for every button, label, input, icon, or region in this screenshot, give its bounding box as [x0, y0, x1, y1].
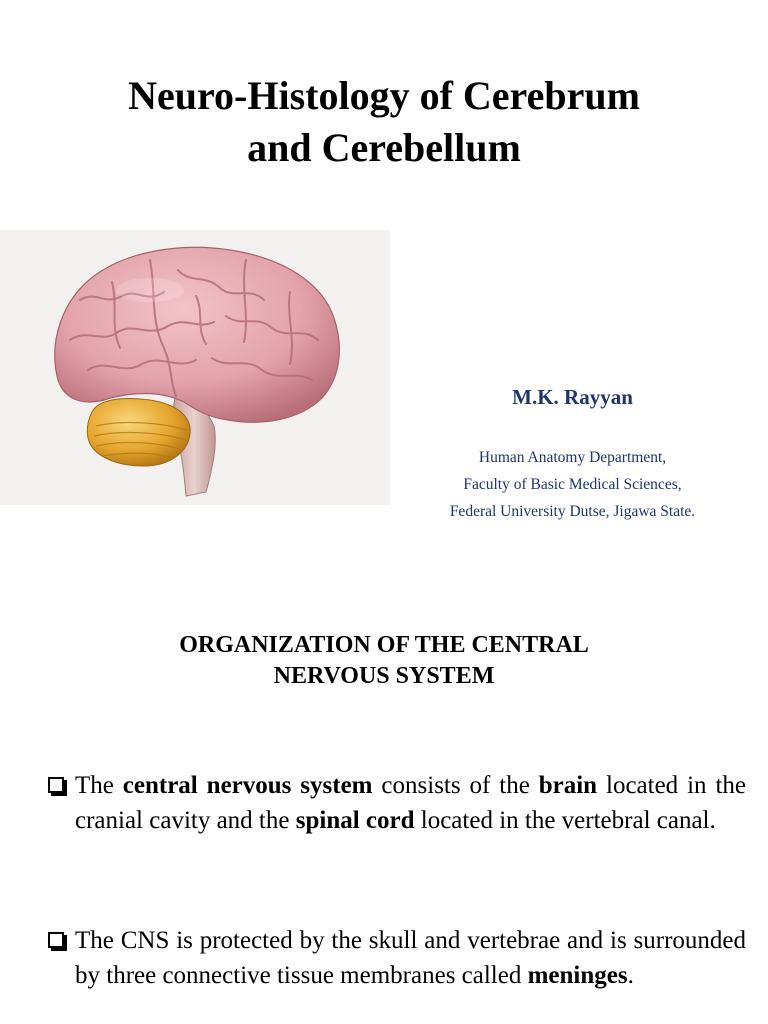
bold-term: meninges	[527, 962, 628, 989]
slide-title	[0, 70, 768, 174]
section-heading	[0, 630, 768, 692]
bullet-text	[48, 768, 746, 838]
bullet-item	[48, 923, 746, 993]
text-run: consists of the	[372, 772, 539, 799]
affiliation-line: Human Anatomy Department,	[478, 449, 667, 466]
bold-term: central nervous system	[122, 772, 373, 799]
author-name: M.K. Rayyan	[512, 385, 633, 409]
bullet-text	[48, 923, 746, 993]
cerebrum-shape	[55, 247, 340, 422]
bold-term: brain	[538, 772, 598, 799]
text-run: located in the vertebral canal.	[414, 807, 716, 834]
title-line-1: Neuro-Histology of Cerebrum	[128, 73, 640, 118]
text-run: located in the cranial cavity and the	[75, 772, 746, 834]
brain-illustration-icon	[0, 230, 390, 505]
text-run: The	[75, 772, 123, 799]
text-run: .	[627, 962, 634, 989]
brain-figure	[0, 230, 390, 505]
bold-term: spinal cord	[295, 807, 415, 834]
section-heading-line-2: NERVOUS SYSTEM	[273, 663, 495, 689]
title-line-2: and Cerebellum	[247, 125, 521, 170]
section-heading-line-1: ORGANIZATION OF THE CENTRAL	[179, 632, 589, 658]
square-bullet-icon	[48, 932, 64, 948]
text-run: The CNS is protected by the skull and vertebrae and is surrounded by three connective tissue membranes called	[75, 927, 746, 989]
affiliation-line: Federal University Dutse, Jigawa State.	[449, 503, 696, 520]
affiliation-line: Faculty of Basic Medical Sciences,	[463, 476, 682, 493]
author-affiliation	[400, 444, 745, 525]
square-bullet-icon	[48, 777, 64, 793]
bullet-item	[48, 768, 746, 838]
